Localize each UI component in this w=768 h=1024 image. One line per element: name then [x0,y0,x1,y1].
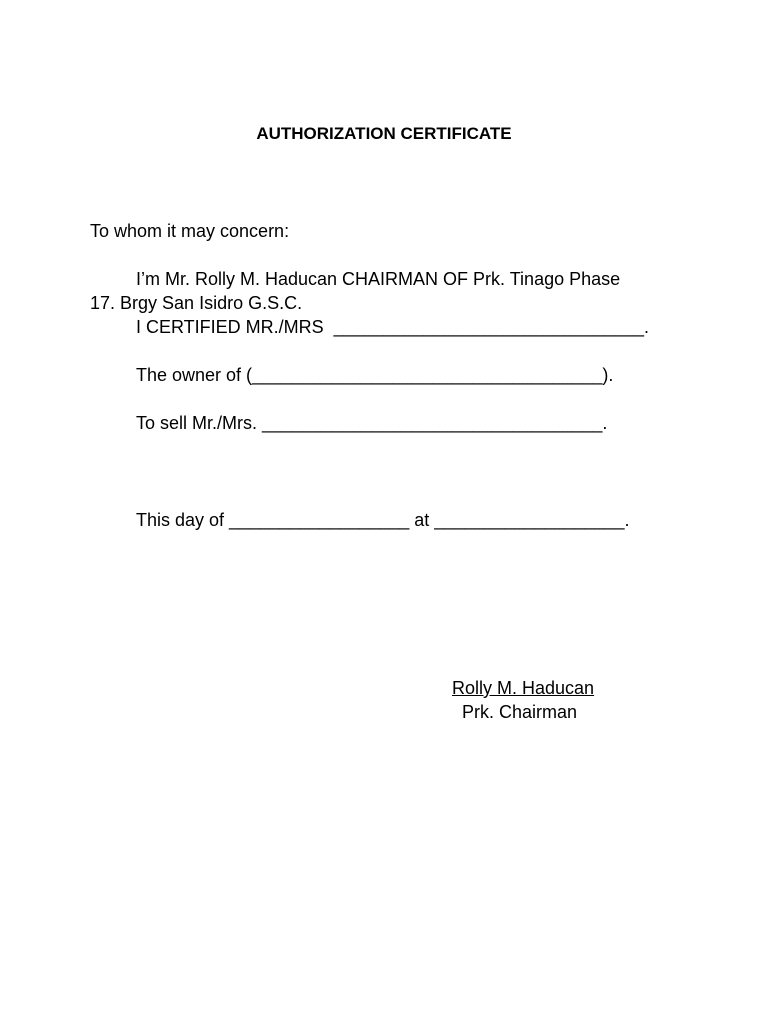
date-place-line: This day of __________________ at ___________________. [136,510,630,530]
intro-line-2: 17. Brgy San Isidro G.S.C. [90,293,303,313]
signatory-name: Rolly M. Haducan [452,678,595,698]
owner-line: The owner of (___________________________________). [136,365,614,385]
document-title: AUTHORIZATION CERTIFICATE [256,124,512,143]
intro-line-1: I’m Mr. Rolly M. Haducan CHAIRMAN OF Prk. Tinago Phase [136,269,621,289]
certified-line: I CERTIFIED MR./MRS _______________________________. [136,317,650,337]
sell-line: To sell Mr./Mrs. __________________________________. [136,413,608,433]
signatory-title: Prk. Chairman [462,702,578,722]
salutation: To whom it may concern: [90,221,290,241]
